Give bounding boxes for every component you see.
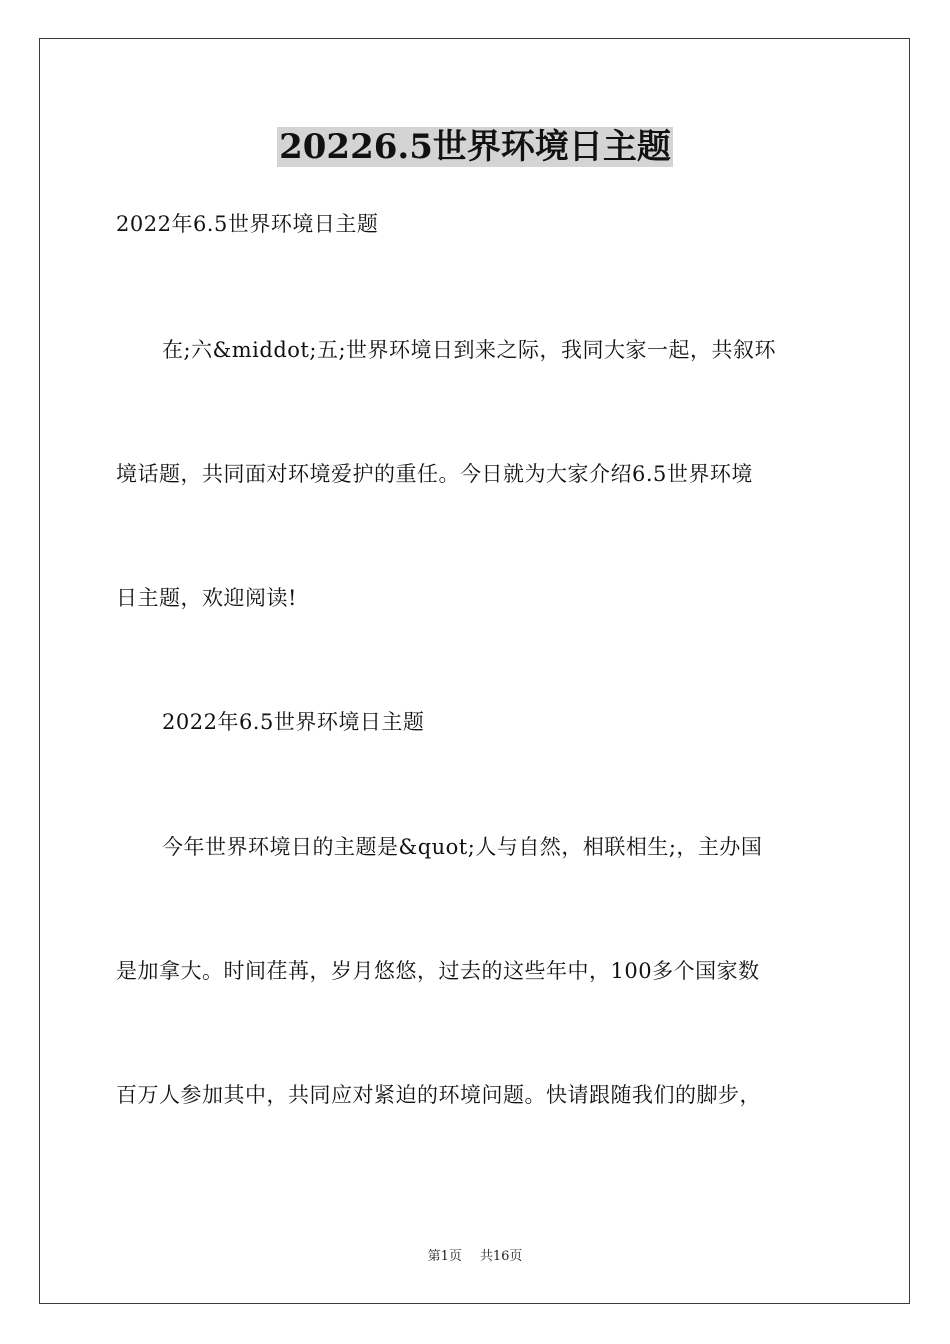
body-line-5: 2022年6.5世界环境日主题 <box>162 710 425 734</box>
body-line-3: 境话题，共同面对环境爱护的重任。今日就为大家介绍6.5世界环境 <box>116 462 753 486</box>
page-total: 共16页 <box>479 1249 523 1264</box>
body-line-7: 是加拿大。时间荏苒，岁月悠悠，过去的这些年中，100多个国家数 <box>116 959 760 983</box>
body-line-1: 2022年6.5世界环境日主题 <box>116 212 379 236</box>
body-line-6: 今年世界环境日的主题是&quot;人与自然，相联相生;，主办国 <box>162 835 763 859</box>
body-line-8: 百万人参加其中，共同应对紧迫的环境问题。快请跟随我们的脚步， <box>116 1083 761 1107</box>
body-line-2: 在;六&middot;五;世界环境日到来之际，我同大家一起，共叙环 <box>162 338 777 362</box>
page-number: 第1页 <box>427 1249 462 1264</box>
page-title <box>0 125 950 169</box>
page-footer <box>0 1248 950 1266</box>
page-title-text: 20226.5世界环境日主题 <box>279 127 671 167</box>
body-line-4: 日主题，欢迎阅读! <box>116 586 297 610</box>
